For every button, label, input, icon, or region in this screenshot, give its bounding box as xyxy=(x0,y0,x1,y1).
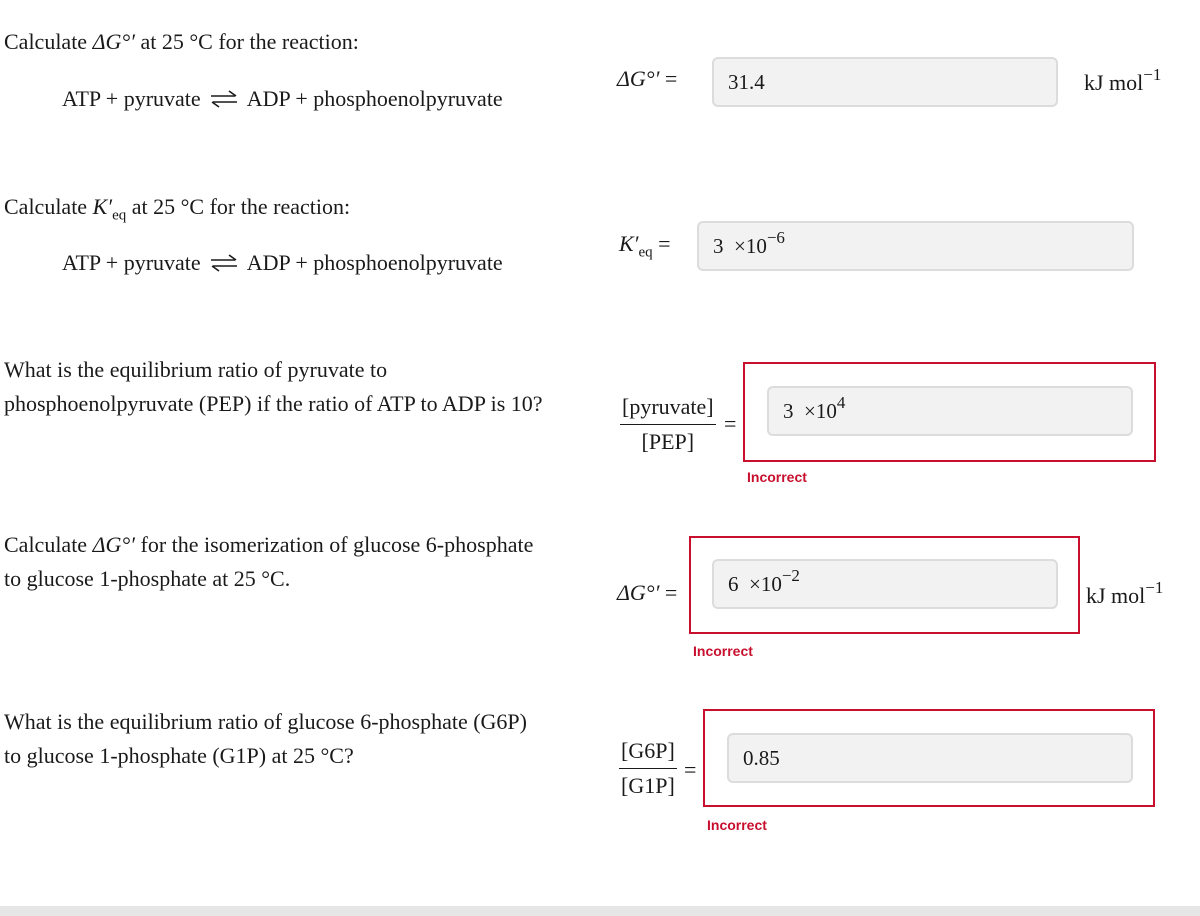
q5-equals: = xyxy=(684,757,697,782)
reaction-reactants: ATP + pyruvate xyxy=(62,250,201,275)
q3-ratio: [pyruvate] [PEP] xyxy=(622,394,714,454)
q5-answer-value: 0.85 xyxy=(743,745,780,770)
q3-incorrect-feedback: Incorrect xyxy=(747,469,807,485)
reaction-reactants: ATP + pyruvate xyxy=(62,86,201,111)
q1-answer-field[interactable] xyxy=(712,57,1058,107)
q5-ratio: $\frac{[G6P]}{[G1P]}$ xyxy=(621,738,675,798)
q1-answer-value: 31.4 xyxy=(728,69,765,94)
q1-unit: kJ mol$^{-1}$ xyxy=(1084,65,1162,95)
q3-prompt: What is the equilibrium ratio of pyruvate to phosphoenolpyruvate (PEP) if the ratio of ATP to ADP is 10? xyxy=(4,357,543,416)
bottom-scroll-edge xyxy=(0,906,1200,916)
q5-answer-field[interactable] xyxy=(727,733,1133,783)
q3-equals: = xyxy=(724,411,737,436)
q2-reaction xyxy=(62,250,503,276)
reaction-products: ADP + phosphoenolpyruvate xyxy=(246,86,503,111)
q2-lhs: $K'_{eq}$ = xyxy=(619,231,671,261)
q2-answer-field[interactable] xyxy=(697,221,1134,271)
q3-answer-value: $3 \times 10^4$ xyxy=(783,392,846,423)
q1-lhs: ΔG°′ = xyxy=(617,66,678,91)
q1-prompt: Calculate ΔG°′ at 25 °C for the reaction: xyxy=(4,29,359,54)
q3-answer-field[interactable] xyxy=(767,386,1133,436)
equilibrium-arrows-icon xyxy=(209,88,239,110)
delta-g-symbol: ΔG°′ xyxy=(92,29,135,54)
reaction-products: ADP + phosphoenolpyruvate xyxy=(246,250,503,275)
equilibrium-arrows-icon xyxy=(209,252,239,274)
q5-incorrect-feedback: Incorrect xyxy=(707,817,767,833)
q4-lhs: ΔG°′ = xyxy=(617,580,678,605)
q2-prompt: Calculate $K'_{eq}$ at 25 °C for the reaction: xyxy=(4,194,351,224)
q4-unit: kJ mol$^{-1}$ xyxy=(1086,578,1164,608)
q4-answer-value: $6 \times 10^{-2}$ xyxy=(728,565,800,596)
q4-prompt: Calculate ΔG°′ for the isomerization of glucose 6-phosphate to glucose 1-phosphate at 25 °C. xyxy=(4,532,534,591)
q4-answer-field[interactable] xyxy=(712,559,1058,609)
q2-answer-value: $3 \times 10^{-6}$ xyxy=(713,227,785,258)
k-eq-symbol: $K'_{eq}$ xyxy=(92,194,127,224)
q1-reaction xyxy=(62,86,503,112)
q4-incorrect-feedback: Incorrect xyxy=(693,643,753,659)
q5-prompt: What is the equilibrium ratio of glucose 6-phosphate (G6P) to glucose 1-phosphate (G1P) at 25 °C? xyxy=(4,709,527,768)
